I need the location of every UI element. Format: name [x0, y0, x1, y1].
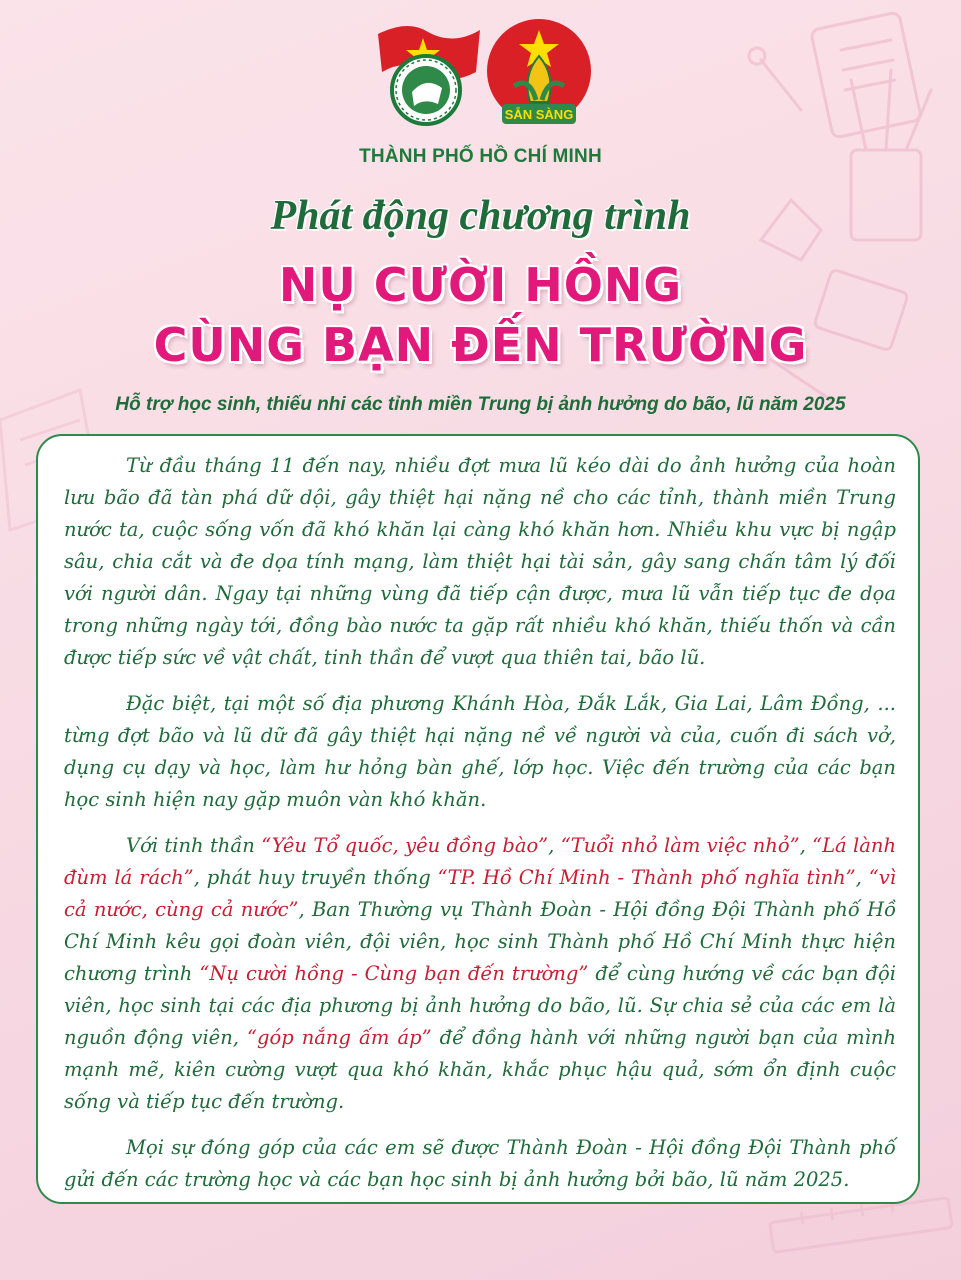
highlight-quote: “Lá lành đùm lá rách”	[64, 834, 897, 889]
text-segment: ,	[855, 866, 869, 889]
paragraph-1: Từ đầu tháng 11 đến nay, nhiều đợt mưa lũ kéo dài do ảnh hưởng của hoàn lưu bão đã tàn phá dữ dội, gây thiệt hại nặng nề cho các tỉnh, thành miền Trung nước ta, cuộc sống vốn đã khó khăn lại càng khó khăn hơn. Nhiều khu vực bị ngập sâu, chia cắt và đe dọa tính mạng, làm thiệt hại tài sản, gây sang chấn tâm lý đối với người dân. Ngay tại những vùng đã tiếp cận được, mưa lũ vẫn tiếp tục đe dọa trong những ngày tới, đồng bào nước ta gặp rất nhiều khó khăn, thiếu thốn và cần được tiếp sức về vật chất, tinh thần để vượt qua thiên tai, bão lũ.	[64, 454, 896, 669]
text-segment: Với tinh thần	[126, 834, 262, 857]
text-segment: để cùng hướng về các bạn đội viên, học sinh tại các địa phương bị ảnh hưởng do bão, lũ. Sự chia sẻ của các em là nguồn động viên,	[64, 962, 897, 1049]
text-segment: để đồng hành với những người bạn của mình mạnh mẽ, kiên cường vượt qua khó khăn, khắc phục hậu quả, sớm ổn định cuộc sống và tiếp tục đến trường.	[64, 1026, 897, 1113]
text-segment: , phát huy truyền thống	[193, 866, 438, 889]
title-launch: Phát động chương trình	[270, 193, 691, 239]
text-segment: ,	[548, 834, 561, 857]
youth-union-emblem-icon	[368, 14, 488, 132]
highlight-quote: “Nụ cười hồng - Cùng bạn đến trường”	[199, 962, 589, 985]
highlight-quote: “góp nắng ấm áp”	[247, 1026, 432, 1049]
highlight-quote: “Yêu Tổ quốc, yêu đồng bào”	[261, 834, 549, 857]
paragraph-4: Mọi sự đóng góp của các em sẽ được Thành Đoàn - Hội đồng Đội Thành phố gửi đến các trường học và các bạn học sinh bị ảnh hưởng bởi bão, lũ năm 2025.	[64, 1136, 896, 1191]
city-label: THÀNH PHỐ HỒ CHÍ MINH	[359, 146, 602, 167]
text-segment: , Ban Thường vụ Thành Đoàn - Hội đồng Đội Thành phố Hồ Chí Minh kêu gọi đoàn viên, đội viên, học sinh Thành phố Hồ Chí Minh thực hiện chương trình	[64, 898, 896, 985]
subtitle: Hỗ trợ học sinh, thiếu nhi các tỉnh miền Trung bị ảnh hưởng do bão, lũ năm 2025	[115, 394, 846, 415]
highlight-quote: “TP. Hồ Chí Minh - Thành phố nghĩa tình”	[437, 866, 856, 889]
paragraph-2: Đặc biệt, tại một số địa phương Khánh Hòa, Đắk Lắk, Gia Lai, Lâm Đồng, ... từng đợt bão và lũ dữ đã gây thiệt hại nặng nề về người và của, cuốn đi sách vở, dụng cụ dạy và học, làm hư hỏng bàn ghế, lớp học. Việc đến trường của các bạn học sinh hiện nay gặp muôn vàn khó khăn.	[64, 692, 896, 811]
highlight-quote: “Tuổi nhỏ làm việc nhỏ”	[560, 834, 800, 857]
title-program-line1: NỤ CƯỜI HỒNG	[278, 258, 683, 312]
pioneer-motto: SẴN SÀNG	[504, 107, 574, 122]
highlight-quote: “vì cả nước, cùng cả nước”	[64, 866, 896, 921]
paragraph-3	[64, 830, 896, 1118]
logo-group	[368, 14, 598, 134]
content-card	[36, 434, 920, 1204]
pioneer-emblem-icon	[484, 16, 594, 132]
text-segment: ,	[799, 834, 813, 857]
title-program-line2: CÙNG BẠN ĐẾN TRƯỜNG	[153, 318, 808, 372]
